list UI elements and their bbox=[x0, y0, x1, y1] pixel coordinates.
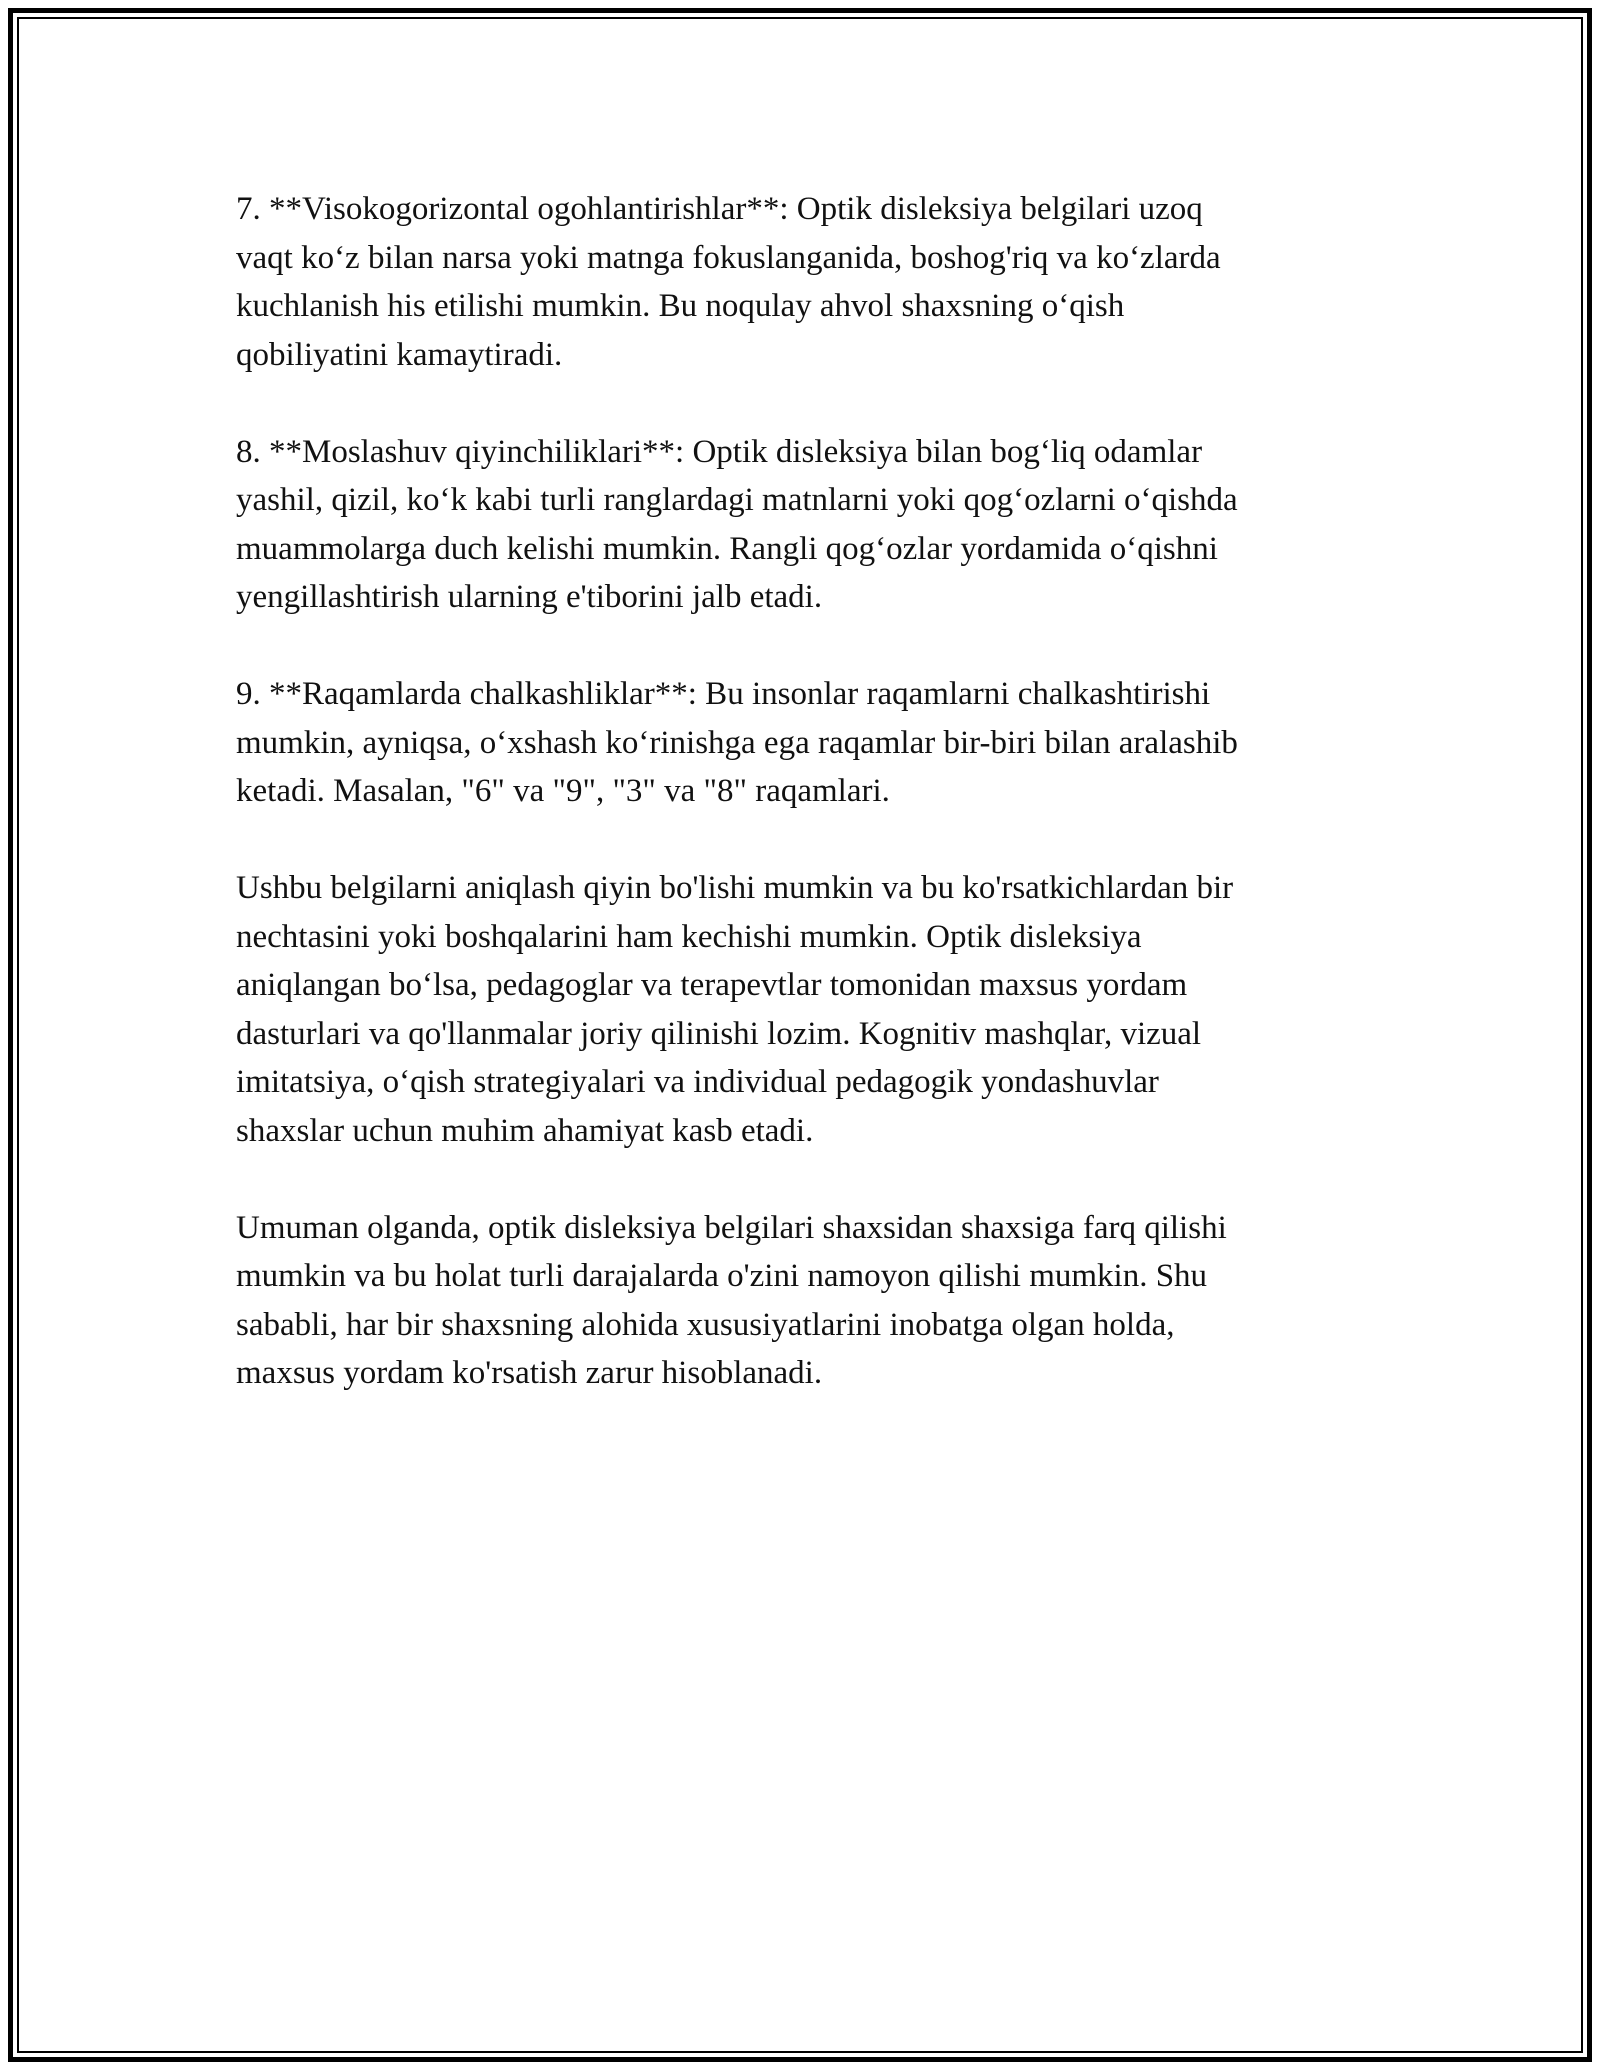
text-line: Ushbu belgilarni aniqlash qiyin bo'lishi mumkin va bu ko'rsatkichlardan bir bbox=[236, 870, 1234, 906]
paragraph-conclusion bbox=[236, 1204, 1376, 1398]
text-line: kuchlanish his etilishi mumkin. Bu noqulay ahvol shaxsning o‘qish bbox=[236, 288, 1125, 324]
text-line: vaqt ko‘z bilan narsa yoki matnga fokuslanganida, boshog'riq va ko‘zlarda bbox=[236, 239, 1221, 276]
paragraph-item-7 bbox=[236, 185, 1376, 379]
text-line: sababli, har bir shaxsning alohida xususiyatlarini inobatga olgan holda, bbox=[236, 1306, 1175, 1343]
text-line: yengillashtirish ularning e'tiborini jalb etadi. bbox=[236, 579, 823, 615]
paragraph-summary bbox=[236, 864, 1376, 1155]
paragraph-item-9 bbox=[236, 670, 1376, 816]
paragraph-item-8 bbox=[236, 428, 1376, 622]
text-line: yashil, qizil, ko‘k kabi turli ranglardagi matnlarni yoki qog‘ozlarni o‘qishda bbox=[236, 482, 1238, 518]
text-line: Umuman olganda, optik disleksiya belgilari shaxsidan shaxsiga farq qilishi bbox=[236, 1209, 1227, 1246]
text-line: muammolarga duch kelishi mumkin. Rangli qog‘ozlar yordamida o‘qishni bbox=[236, 530, 1218, 567]
text-line: mumkin, ayniqsa, o‘xshash ko‘rinishga ega raqamlar bir-biri bilan aralashib bbox=[236, 724, 1238, 761]
text-line: 8. **Moslashuv qiyinchiliklari**: Optik disleksiya bilan bog‘liq odamlar bbox=[236, 433, 1203, 470]
text-line: maxsus yordam ko'rsatish zarur hisoblanadi. bbox=[236, 1355, 823, 1391]
text-line: nechtasini yoki boshqalarini ham kechishi mumkin. Optik disleksiya bbox=[236, 918, 1142, 955]
text-line: shaxslar uchun muhim ahamiyat kasb etadi. bbox=[236, 1112, 814, 1149]
text-line: aniqlangan bo‘lsa, pedagoglar va terapevtlar tomonidan maxsus yordam bbox=[236, 967, 1188, 1003]
document-body bbox=[236, 185, 1376, 1446]
text-line: qobiliyatini kamaytiradi. bbox=[236, 336, 563, 373]
text-line: mumkin va bu holat turli darajalarda o'zini namoyon qilishi mumkin. Shu bbox=[236, 1258, 1208, 1294]
text-line: ketadi. Masalan, "6" va "9", "3" va "8" raqamlari. bbox=[236, 773, 890, 809]
text-line: 9. **Raqamlarda chalkashliklar**: Bu insonlar raqamlarni chalkashtirishi bbox=[236, 676, 1211, 712]
text-line: imitatsiya, o‘qish strategiyalari va individual pedagogik yondashuvlar bbox=[236, 1064, 1159, 1100]
text-line: dasturlari va qo'llanmalar joriy qilinishi lozim. Kognitiv mashqlar, vizual bbox=[236, 1015, 1202, 1052]
text-line: 7. **Visokogorizontal ogohlantirishlar**: Optik disleksiya belgilari uzoq bbox=[236, 191, 1203, 227]
